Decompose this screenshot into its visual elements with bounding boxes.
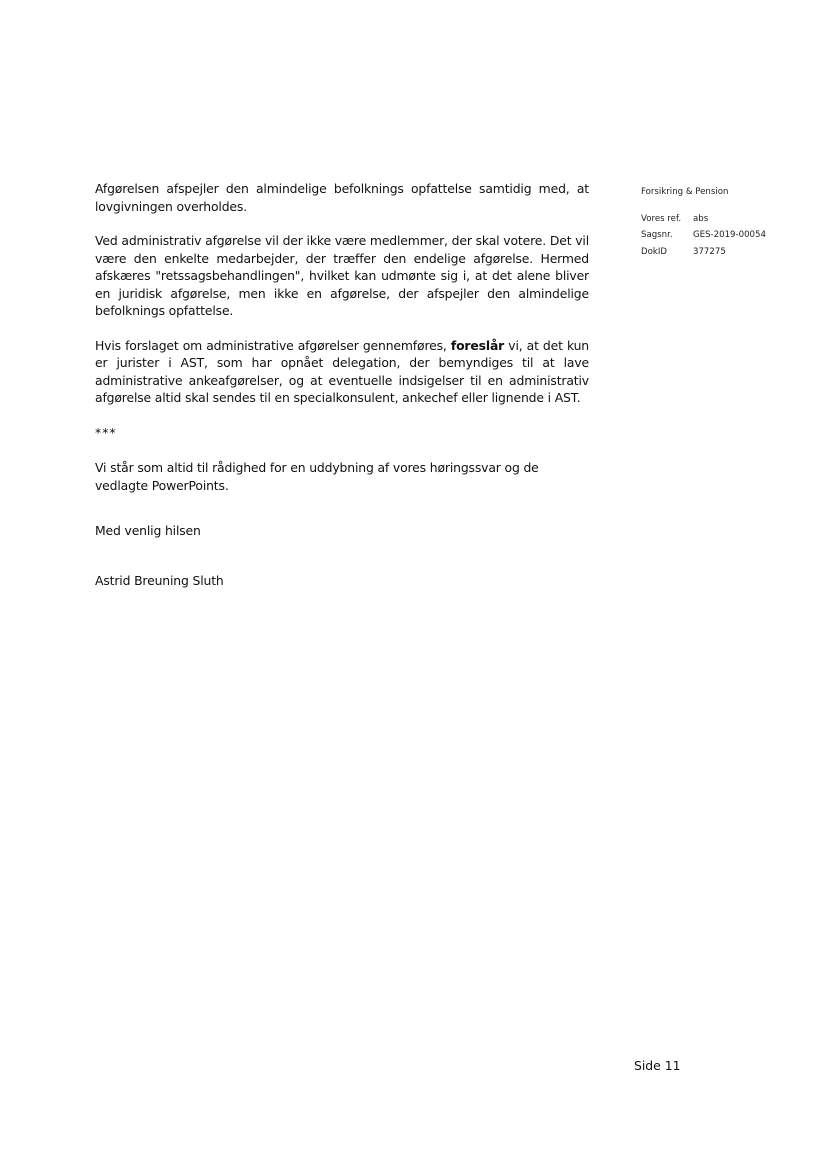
signature-name: Astrid Breuning Sluth (95, 572, 224, 588)
meta-label: Vores ref. (641, 213, 682, 224)
section-separator: *** (95, 424, 117, 440)
meta-row-doc-id (641, 244, 791, 261)
meta-value: 377275 (693, 246, 726, 257)
organization-name: Forsikring & Pension (641, 187, 729, 197)
closing-greeting: Med venlig hilsen (95, 523, 201, 538)
paragraph-administrative-decision: Ved administrativ afgørelse vil der ikke være medlemmer, der skal votere. Det vil være den enkelte medarbejder, der træffer den endelige afgørelse. Hermed afskæres "retssagsbehandlingen", hvilket kan udmønte sig i, at det alene bliver en juridisk afgørelse, men ikke en afgørelse, der afspejler den almindelige befolknings opfattelse. (95, 233, 589, 318)
paragraph-proposal (95, 337, 589, 407)
paragraph-conclusion: Afgørelsen afspejler den almindelige befolknings opfattelse samtidig med, at lovgivningen overholdes. (95, 181, 589, 214)
meta-label: DokID (641, 246, 668, 257)
proposal-bold-word: foreslår (450, 337, 505, 353)
proposal-text-end: vi, at det kun er jurister i AST, som har opnået delegation, der bemyndiges til at lave administrative ankeafgørelser, og at eventuelle indsigelser til en administrativ afgørelse altid skal sendes til en specialkonsulent, ankechef eller lignende i AST. (95, 337, 589, 405)
page-number: Side 11 (634, 1058, 681, 1073)
meta-label: Sagsnr. (641, 230, 673, 240)
meta-value: GES-2019-00054 (693, 230, 766, 240)
letter-body (95, 180, 589, 589)
paragraph-availability: Vi står som altid til rådighed for en uddybning af vores høringssvar og de vedlagte PowerPoints. (95, 460, 539, 493)
meta-row-ref (641, 211, 791, 228)
meta-row-case-number (641, 227, 791, 244)
reference-sidebar (641, 184, 791, 260)
proposal-text-start: Hvis forslaget om administrative afgørelser gennemføres, (95, 337, 451, 353)
meta-value: abs (693, 213, 709, 224)
